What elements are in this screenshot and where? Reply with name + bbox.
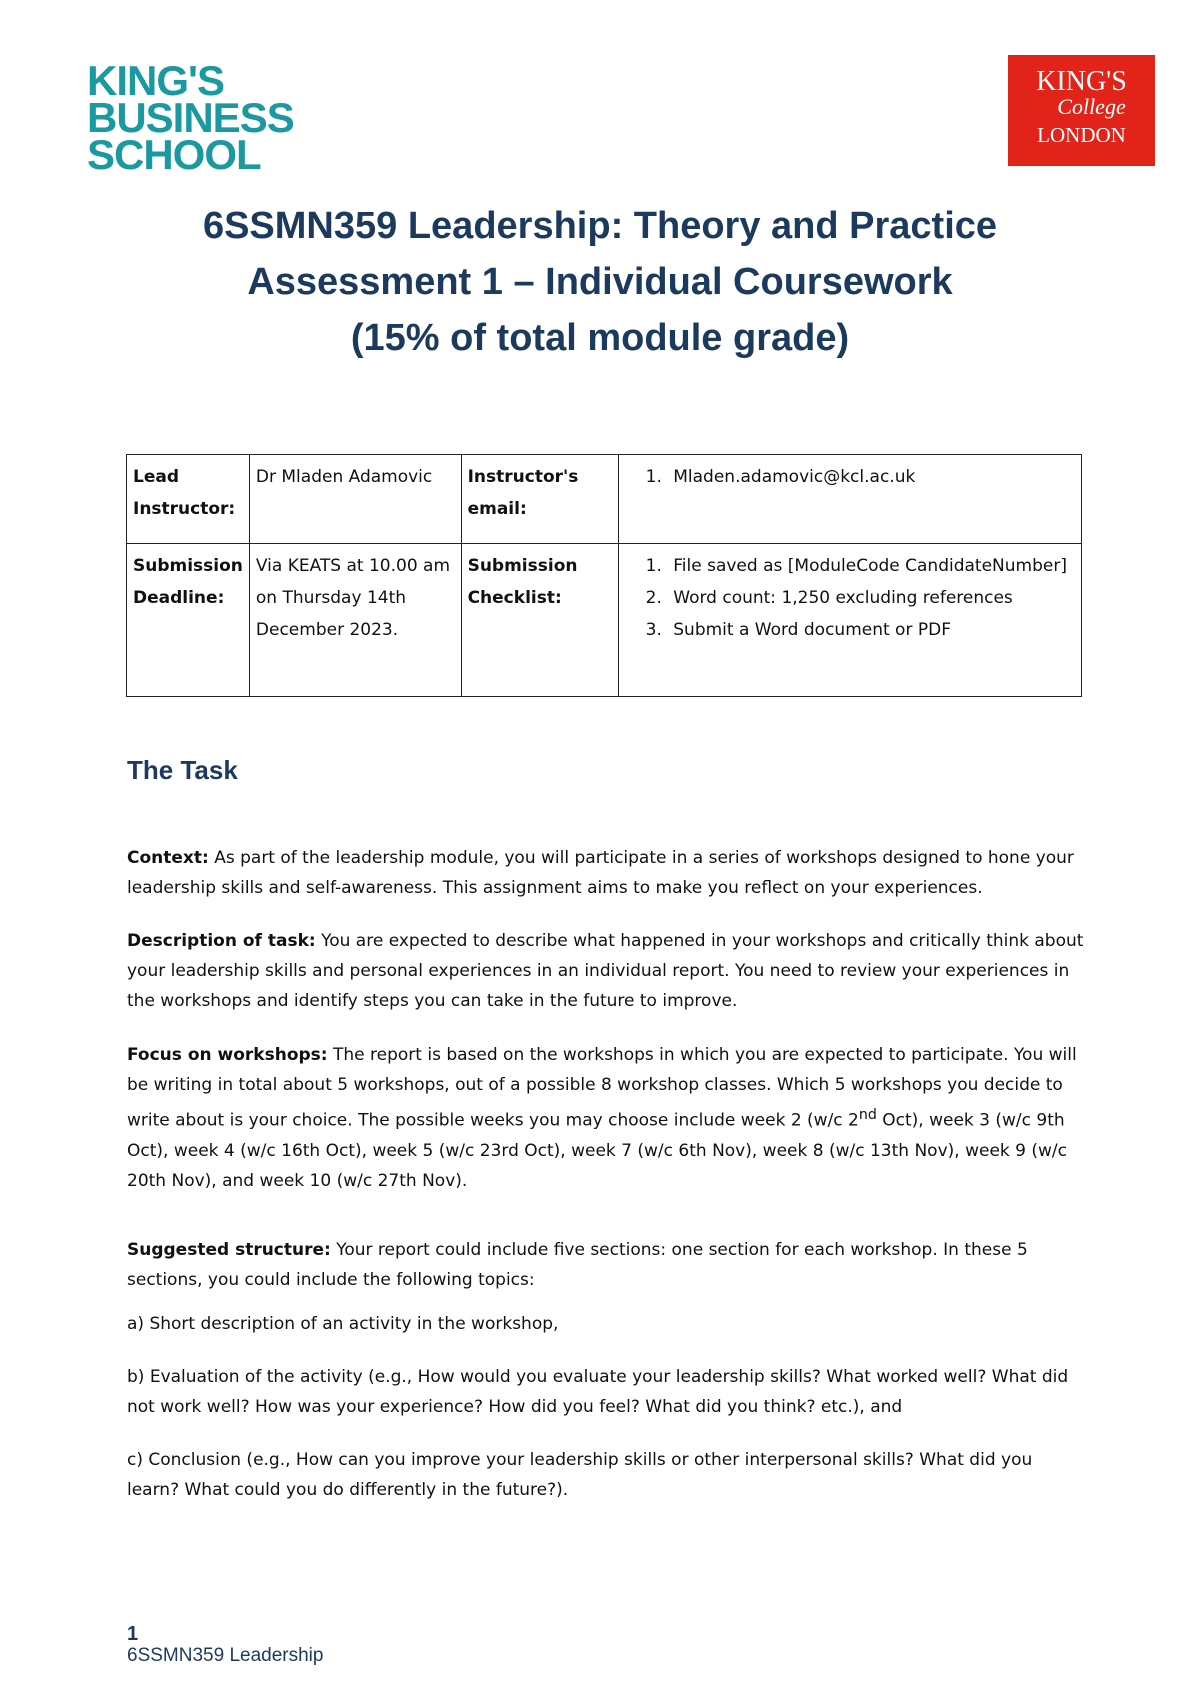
kcl-logo-line-2: College [1057,94,1126,119]
kbs-logo-line-1: KING'S [87,57,225,104]
submission-deadline-value: Via KEATS at 10.00 am on Thursday 14th December 2023. [249,544,461,697]
kbs-logo-line-2: BUSINESS [87,94,294,141]
focus-superscript: nd [858,1107,877,1123]
focus-label: Focus on workshops: [127,1045,328,1065]
instructor-email-label: Instructor's email: [461,455,619,544]
checklist-item: 1. File saved as [ModuleCode CandidateNumber] [667,550,1075,582]
structure-label: Suggested structure: [127,1240,331,1260]
submission-checklist [625,550,1075,646]
title-line-3: (15% of total module grade) [350,317,850,359]
kcl-logo-line-1: KING'S [1036,66,1127,97]
lead-instructor-label: Lead Instructor: [127,455,250,544]
structure-paragraph [127,1235,1087,1295]
context-label: Context: [127,848,209,868]
focus-text-b: Oct), week 3 (w/c 9th Oct), week 4 (w/c 16th Oct), week 5 (w/c 23rd Oct), week 7 (w/c 6th Nov), week 8 (w/c 13th Nov), week 9 (w/c 20th Nov), and week 10 (w/c 27th Nov). [127,1110,1067,1191]
structure-item-b: b) Evaluation of the activity (e.g., How would you evaluate your leadership skills? What worked well? What did not work well? How was your experience? How did you feel? What did you think? etc.), and [127,1367,1069,1417]
lead-instructor-value: Dr Mladen Adamovic [249,455,461,544]
structure-item-c: c) Conclusion (e.g., How can you improve your leadership skills or other interpersonal skills? What did you learn? What could you do differently in the future?). [127,1450,1033,1500]
focus-text-a: The report is based on the workshops in which you are expected to participate. You will be writing in total about 5 workshops, out of a possible 8 workshop classes. Which 5 workshops you decide to write about is your choice. The possible weeks you may choose include week 2 (w/c 2 [127,1045,1077,1131]
focus-paragraph [127,1040,1087,1196]
description-text: You are expected to describe what happened in your workshops and critically think about your leadership skills and personal experiences in an individual report. You need to review your experiences in the workshops and identify steps you can take in the future to improve. [127,931,1084,1011]
kbs-logo-line-3: SCHOOL [87,131,261,178]
description-label: Description of task: [127,931,316,951]
submission-checklist-cell [619,544,1082,697]
email-list [625,461,1075,493]
assessment-info-table [126,454,1082,697]
structure-item-a: a) Short description of an activity in the workshop, [127,1314,559,1334]
document-title [0,198,1200,366]
task-heading: The Task [127,755,238,785]
page-number: 1 [127,1623,139,1645]
kcl-logo-line-3: LONDON [1037,123,1126,147]
title-line-2: Assessment 1 – Individual Coursework [247,261,953,303]
footer-text: 6SSMN359 Leadership [127,1645,324,1666]
checklist-item: 3. Submit a Word document or PDF [667,614,1075,646]
instructor-email-link[interactable]: 1. Mladen.adamovic@kcl.ac.uk [667,461,1075,493]
structure-text: Your report could include five sections: one section for each workshop. In these 5 sections, you could include the following topics: [127,1240,1028,1290]
info-row-submission [127,544,1082,697]
title-line-1: 6SSMN359 Leadership: Theory and Practice [202,205,998,247]
checklist-item: 2. Word count: 1,250 excluding references [667,582,1075,614]
description-paragraph [127,926,1087,1016]
kings-college-london-logo [1008,55,1155,166]
context-paragraph [127,843,1087,903]
submission-checklist-label: Submission Checklist: [461,544,619,697]
info-row-instructor [127,455,1082,544]
context-text: As part of the leadership module, you will participate in a series of workshops designed to hone your leadership skills and self-awareness. This assignment aims to make you reflect on your experiences. [127,848,1074,898]
kings-business-school-logo [87,57,294,178]
submission-deadline-label: Submission Deadline: [127,544,250,697]
instructor-email-cell [619,455,1082,544]
